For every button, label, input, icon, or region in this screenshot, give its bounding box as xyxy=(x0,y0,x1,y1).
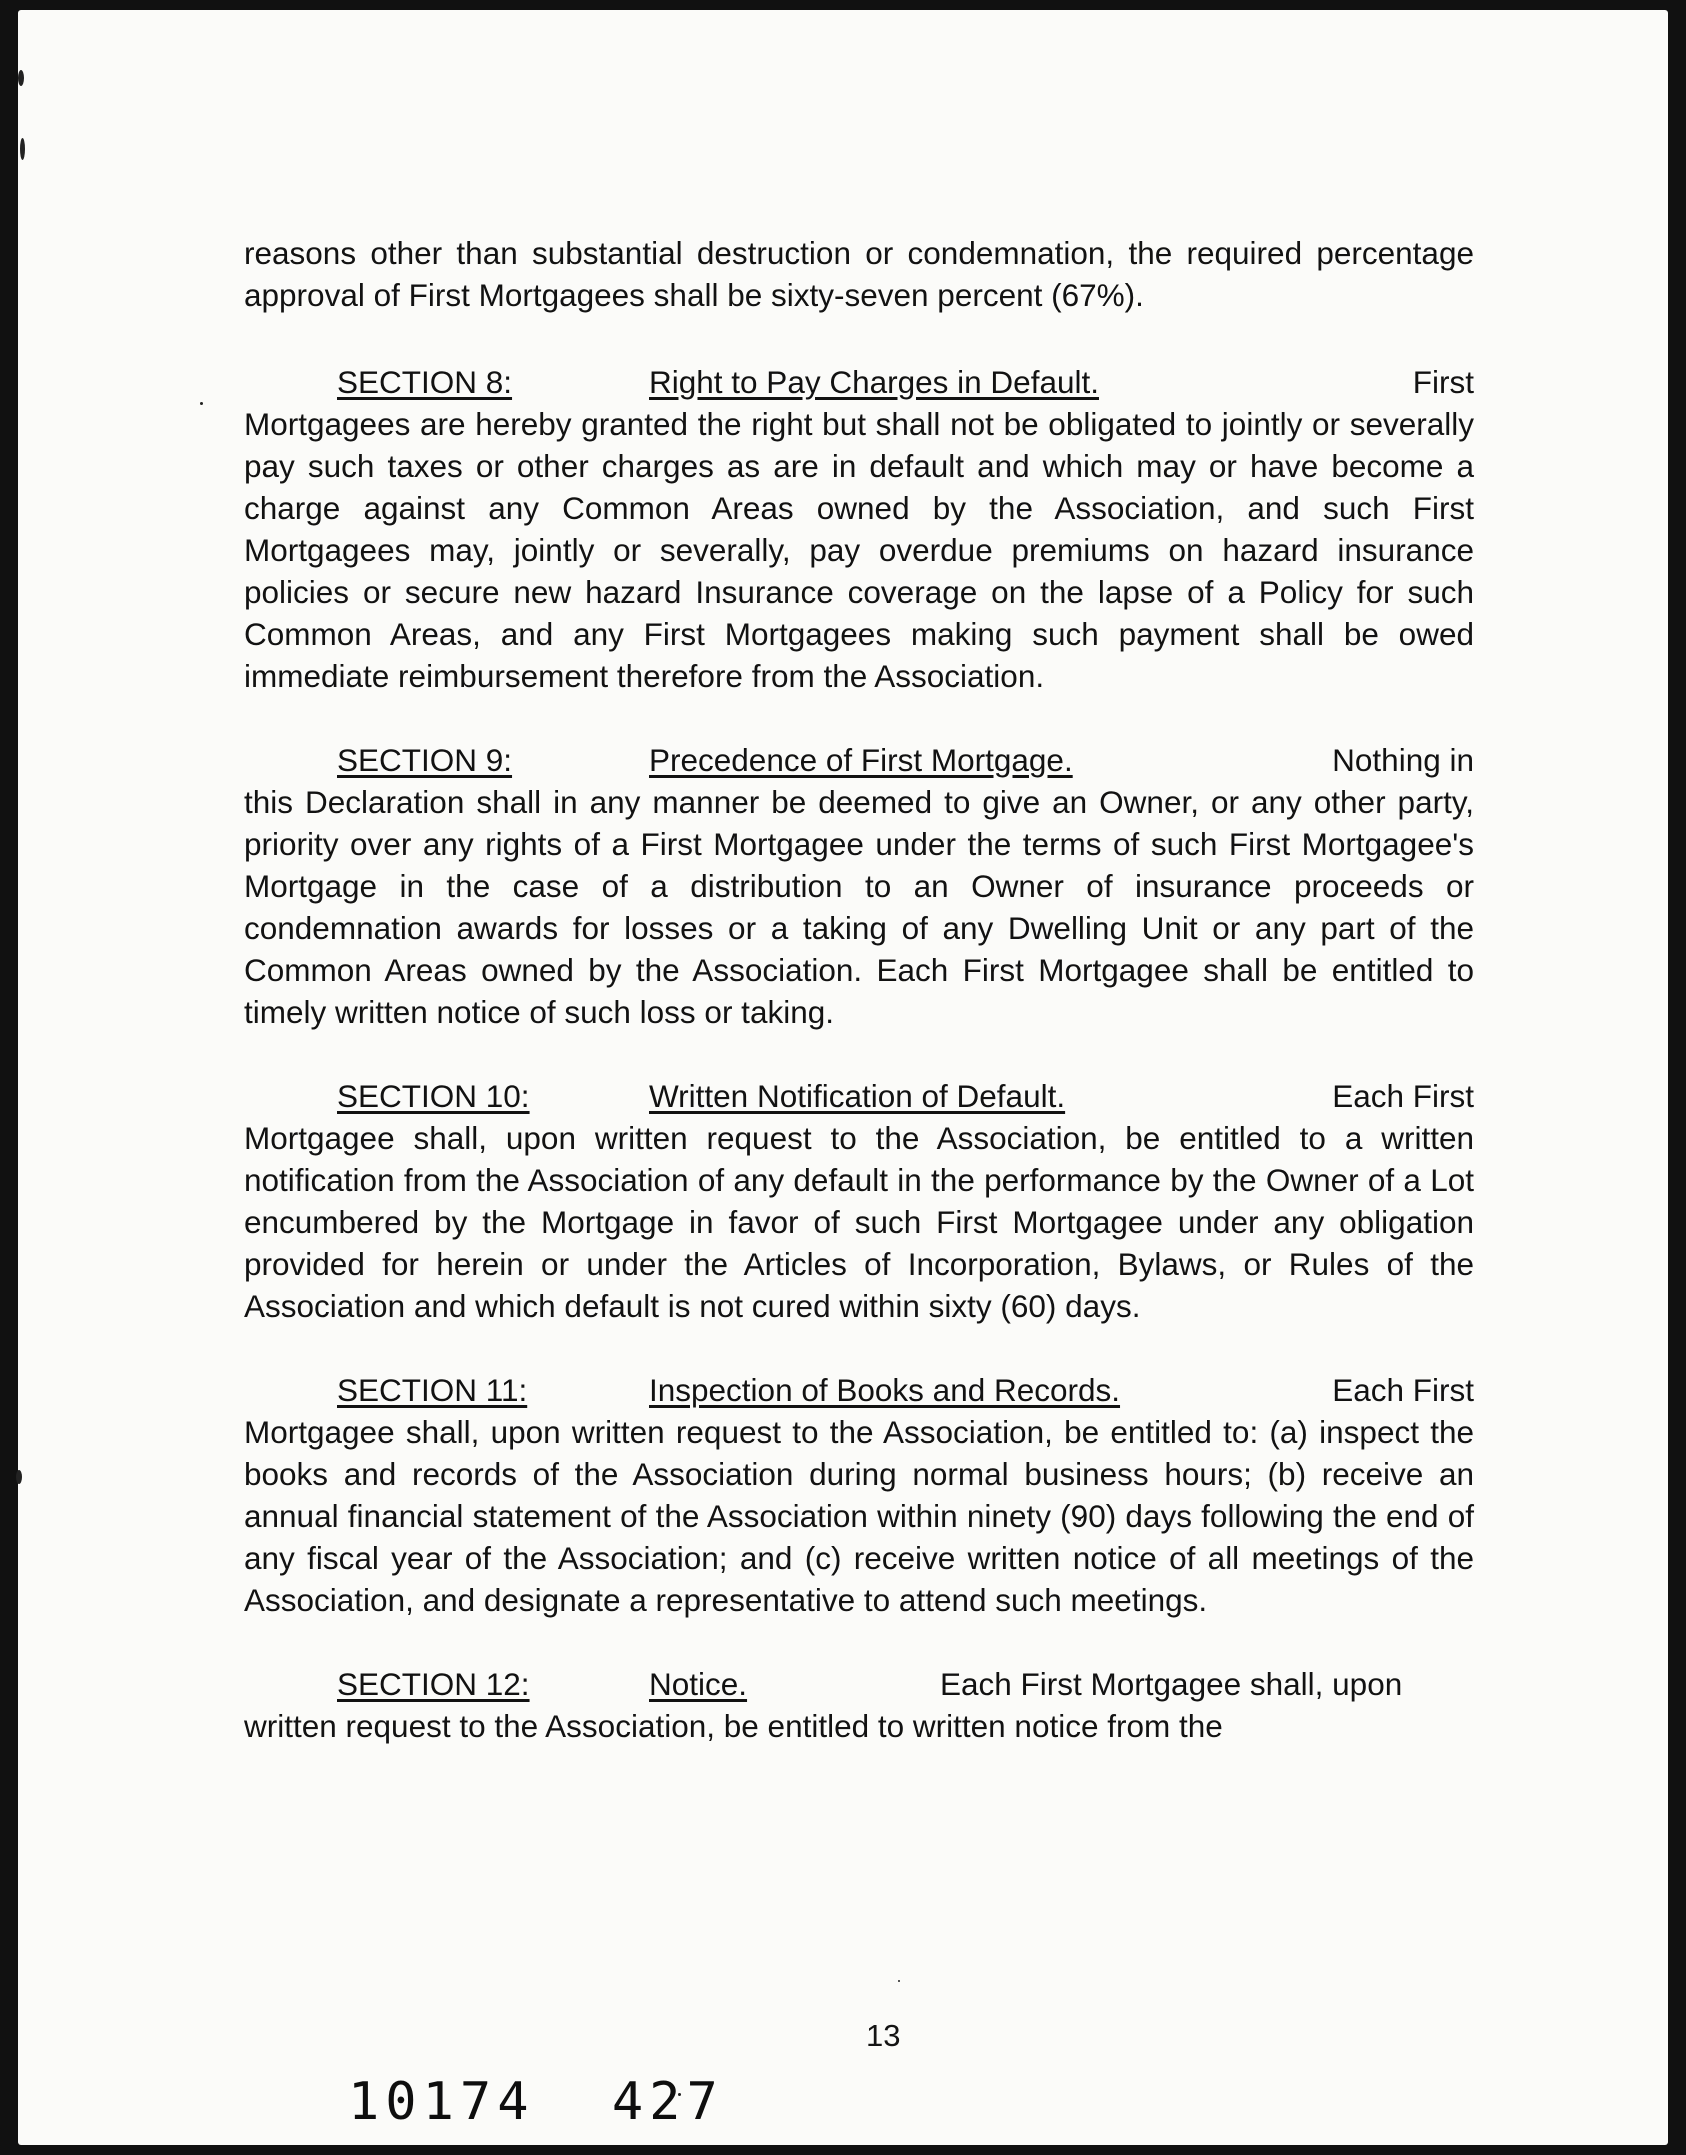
section-label: SECTION 9: xyxy=(337,742,513,778)
section-heading xyxy=(244,1075,1474,1117)
intro-paragraph: reasons other than substantial destruction or condemnation, the required percentage approval of First Mortgagees shall be sixty-seven percent (67%). xyxy=(244,235,1474,313)
document-body xyxy=(244,232,1474,1789)
section-body: Mortgagees are hereby granted the right but shall not be obligated to jointly or severally pay such taxes or other charges as are in default and which may or have become a charge against any Common Areas owned by the Association, and such First Mortgagees may, jointly or severally, pay overdue premiums on hazard insurance policies or secure new hazard Insurance coverage on the lapse of a Policy for such Common Areas, and any First Mortgagees making such payment shall be owed immediate reimbursement therefore from the Association. xyxy=(244,406,1474,694)
section-lead-text: Each First Mortgagee shall, upon xyxy=(940,1666,1403,1702)
stamp-page-number: 427 xyxy=(611,2072,724,2132)
section-10 xyxy=(244,1075,1474,1327)
section-label: SECTION 12: xyxy=(337,1666,530,1702)
section-lead-text: Each First xyxy=(1332,1078,1474,1114)
section-heading xyxy=(244,739,1474,781)
section-body: written request to the Association, be entitled to written notice from the xyxy=(244,1708,1223,1744)
section-body: Mortgagee shall, upon written request to the Association, be entitled to a written notification from the Association of any default in the performance by the Owner of a Lot encumbered by the Mortgage in favor of such First Mortgagee under any obligation provided for herein or under the Articles of Incorporation, Bylaws, or Rules of the Association and which default is not cured within sixty (60) days. xyxy=(244,1120,1474,1324)
section-title: Written Notification of Default. xyxy=(649,1078,1066,1114)
section-title: Precedence of First Mortgage. xyxy=(649,742,1073,778)
section-body: this Declaration shall in any manner be deemed to give an Owner, or any other party, priority over any rights of a First Mortgagee under the terms of such First Mortgagee's Mortgage in the case of a distribution to an Owner of insurance proceeds or condemnation awards for losses or a taking of any Dwelling Unit or any part of the Common Areas owned by the Association. Each First Mortgagee shall be entitled to timely written notice of such loss or taking. xyxy=(244,784,1474,1030)
section-label: SECTION 8: xyxy=(337,364,513,400)
section-body: Mortgagee shall, upon written request to the Association, be entitled to: (a) inspect the books and records of the Association during normal business hours; (b) receive an annual financial statement of the Association within ninety (90) days following the end of any fiscal year of the Association; and (c) receive written notice of all meetings of the Association, and designate a representative to attend such meetings. xyxy=(244,1414,1474,1618)
stamp-book-number: 10174 xyxy=(348,2072,535,2132)
section-lead-text: Each First xyxy=(1332,1372,1474,1408)
section-title: Inspection of Books and Records. xyxy=(649,1372,1121,1408)
section-heading xyxy=(244,1369,1474,1411)
section-heading xyxy=(244,361,1474,403)
section-11 xyxy=(244,1369,1474,1621)
section-label: SECTION 10: xyxy=(337,1078,530,1114)
section-9 xyxy=(244,739,1474,1033)
section-lead-text: Nothing in xyxy=(1332,742,1474,778)
page-number: 13 xyxy=(866,2018,901,2053)
section-label: SECTION 11: xyxy=(337,1372,528,1408)
section-title: Notice. xyxy=(649,1666,748,1702)
section-lead-text: First xyxy=(1412,364,1474,400)
section-12 xyxy=(244,1663,1474,1747)
section-heading xyxy=(244,1663,1474,1705)
document-page xyxy=(18,10,1668,2145)
section-8 xyxy=(244,361,1474,697)
recording-stamp xyxy=(348,2072,724,2132)
section-title: Right to Pay Charges in Default. xyxy=(649,364,1099,400)
